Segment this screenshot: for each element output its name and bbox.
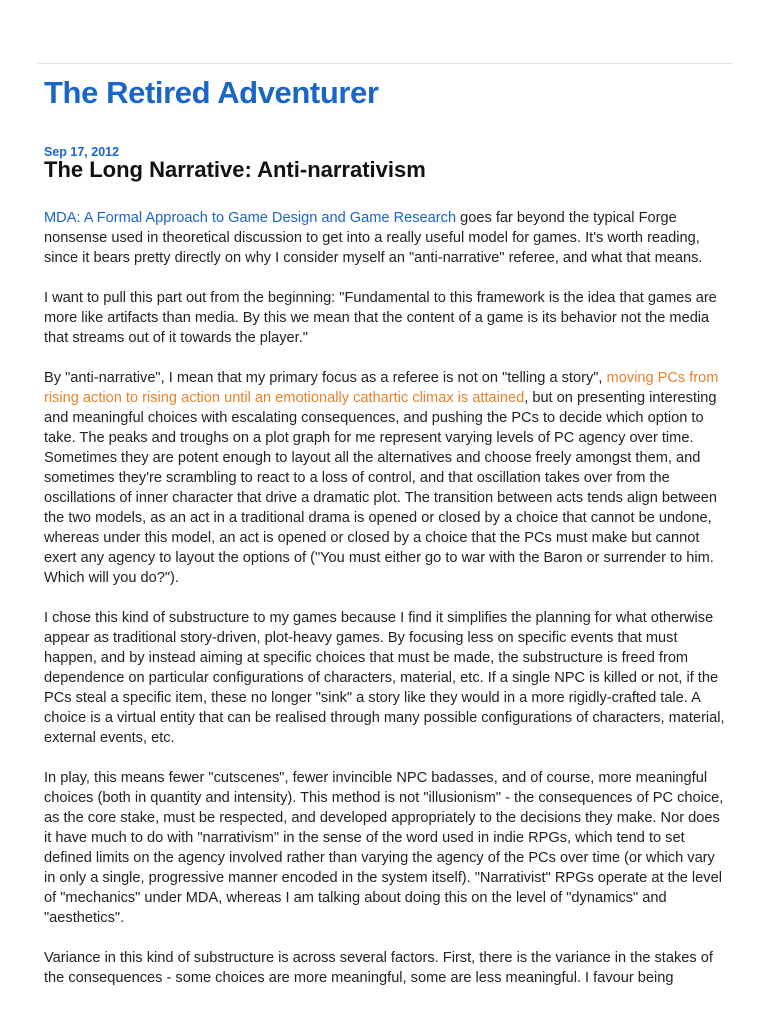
header-divider	[37, 63, 733, 64]
paragraph-6: Variance in this kind of substructure is across several factors. First, there is the variance in the stakes of the consequences - some choices are more meaningful, some are less meaningful. I favour being	[44, 950, 713, 986]
paragraph-4: I chose this kind of substructure to my games because I find it simplifies the planning for what otherwise appear as traditional story-driven, plot-heavy games. By focusing less on specific events that must happen, and by instead aiming at specific choices that must be made, the substructure is freed from dependence on particular configurations of characters, material, etc. If a single NPC is killed or not, if the PCs steal a specific item, these no longer "sink" a story like they would in a more rigidly-crafted tale. A choice is a virtual entity that can be realised through many possible configurations of characters, material, external events, etc.	[44, 610, 725, 746]
paragraph-3-text-after: , but on presenting interesting and meaningful choices with escalating consequences, and pushing the PCs to decide which option to take. The peaks and troughs on a plot graph for me represent varying levels of PC agency over time. Sometimes they are potent enough to layout all the alternatives and choose freely amongst them, and sometimes they're scrambling to react to a loss of control, and that oscillation takes over from the oscillations of inner character that drive a dramatic plot. The transition between acts tends align between the two models, as an act in a traditional drama is opened or closed by a choice that cannot be undone, whereas under this model, an act is opened or closed by a choice that the PCs must make but cannot exert any agency to layout the options of ("You must either go to war with the Baron or surrender to him. Which will you do?").	[44, 390, 718, 586]
paragraph-1-text: goes far beyond the typical Forge nonsense used in theoretical discussion to get into a really useful model for games. It's worth reading, since it bears pretty directly on why I consider myself an "anti-narrative" referee, and what that means.	[44, 210, 703, 266]
rising-action-link[interactable]: moving PCs from rising action to rising action until an emotionally cathartic climax is attained	[44, 370, 719, 406]
paragraph-1	[44, 208, 728, 268]
paragraph-2: I want to pull this part out from the beginning: "Fundamental to this framework is the idea that games are more like artifacts than media. By this we mean that the content of a game is its behavior not the media that streams out of it towards the player."	[44, 290, 717, 346]
post-body	[44, 208, 728, 1008]
paragraph-3-text-before: By "anti-narrative", I mean that my primary focus as a referee is not on "telling a story",	[44, 370, 607, 386]
mda-paper-link[interactable]: MDA: A Formal Approach to Game Design and Game Research	[44, 210, 457, 226]
post-date: Sep 17, 2012	[44, 145, 120, 159]
post-title: The Long Narrative: Anti-narrativism	[44, 157, 426, 182]
paragraph-3	[44, 368, 728, 588]
blog-title-link[interactable]: The Retired Adventurer	[44, 75, 379, 110]
paragraph-5: In play, this means fewer "cutscenes", fewer invincible NPC badasses, and of course, more meaningful choices (both in quantity and intensity). This method is not "illusionism" - the consequences of PC choice, as the core stake, must be respected, and developed appropriately to the decisions they make. Nor does it have much to do with "narrativism" in the sense of the word used in indie RPGs, which tend to set defined limits on the agency involved rather than varying the agency of the PCs over time (or which vary in only a single, progressive manner encoded in the system itself). "Narrativist" RPGs operate at the level of "mechanics" under MDA, whereas I am talking about doing this on the level of "dynamics" and "aesthetics".	[44, 770, 724, 926]
